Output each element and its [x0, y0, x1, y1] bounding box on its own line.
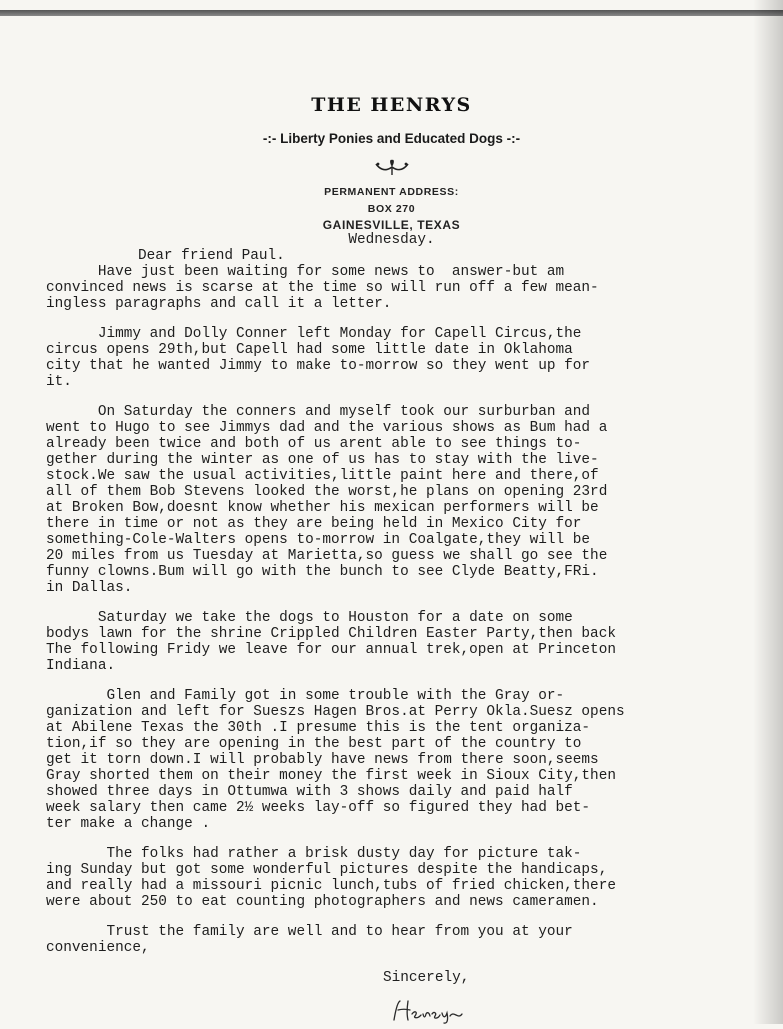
letter-line: at Broken Bow,doesnt know whether his mexican performers will be: [46, 500, 599, 516]
address-label: PERMANENT ADDRESS:: [324, 186, 459, 198]
page-shadow: [753, 0, 783, 1024]
scroll-ornament-icon: [0, 158, 783, 178]
letter-line: something-Cole-Walters opens to-morrow in Coalgate,they will be: [46, 532, 591, 548]
letter-line: showed three days in Ottumwa with 3 shows daily and paid half: [46, 784, 573, 800]
letter-line: went to Hugo to see Jimmys dad and the various shows as Bum had a: [46, 420, 608, 436]
letter-line: tion,if so they are opening in the best part of the country to: [46, 736, 582, 752]
salutation: Dear friend Paul.: [138, 248, 285, 264]
letter-closing: Sincerely,: [383, 970, 470, 986]
letter-line: ganization and left for Sueszs Hagen Bros.at Perry Okla.Suesz opens: [46, 704, 625, 720]
letter-line: city that he wanted Jimmy to make to-morrow so they went up for: [46, 358, 591, 374]
letter-line: Indiana.: [46, 658, 116, 674]
letter-line: there in time or not as they are being held in Mexico City for: [46, 516, 582, 532]
letter-line: week salary then came 2½ weeks lay-off so figured they had bet-: [46, 800, 591, 816]
letterhead-title: THE HENRYS: [311, 94, 472, 116]
letter-line: gether during the winter as one of us has to stay with the live-: [46, 452, 599, 468]
signature: [388, 998, 478, 1024]
address-city: GAINESVILLE, TEXAS: [322, 218, 461, 232]
letter-line: in Dallas.: [46, 580, 133, 596]
letter-line: get it torn down.I will probably have news from there soon,seems: [46, 752, 599, 768]
letter-line: funny clowns.Bum will go with the bunch to see Clyde Beatty,FRi.: [46, 564, 599, 580]
letter-line: Have just been waiting for some news to answer-but am: [46, 264, 565, 280]
letter-line: at Abilene Texas the 30th .I presume this is the tent organiza-: [46, 720, 591, 736]
letter-line: it.: [46, 374, 72, 390]
letter-line: bodys lawn for the shrine Crippled Children Easter Party,then back: [46, 626, 616, 642]
letter-line: convinced news is scarse at the time so will run off a few mean-: [46, 280, 599, 296]
letter-line: Glen and Family got in some trouble with the Gray or-: [46, 688, 565, 704]
letter-line: all of them Bob Stevens looked the worst,he plans on opening 23rd: [46, 484, 608, 500]
letter-line: circus opens 29th,but Capell had some little date in Oklahoma: [46, 342, 573, 358]
letter-line: stock.We saw the usual activities,little paint here and there,of: [46, 468, 599, 484]
letter-line: ingless paragraphs and call it a letter.: [46, 296, 392, 312]
letter-line: already been twice and both of us arent able to see things to-: [46, 436, 582, 452]
letter-line: Jimmy and Dolly Conner left Monday for Capell Circus,the: [46, 326, 582, 342]
letter-line: 20 miles from us Tuesday at Marietta,so guess we shall go see the: [46, 548, 608, 564]
letter-line: and really had a missouri picnic lunch,tubs of fried chicken,there: [46, 878, 616, 894]
letter-line: were about 250 to eat counting photographers and news cameramen.: [46, 894, 599, 910]
letterhead-subtitle: -:- Liberty Ponies and Educated Dogs -:-: [262, 131, 521, 146]
letter-line: Gray shorted them on their money the first week in Sioux City,then: [46, 768, 616, 784]
letter-line: On Saturday the conners and myself took our surburban and: [46, 404, 591, 420]
letter-line: Saturday we take the dogs to Houston for a date on some: [46, 610, 573, 626]
letter-line: The folks had rather a brisk dusty day for picture tak-: [46, 846, 582, 862]
letter-line: The following Fridy we leave for our annual trek,open at Princeton: [46, 642, 616, 658]
letter-line: ing Sunday but got some wonderful pictures despite the handicaps,: [46, 862, 608, 878]
letter-line: ter make a change .: [46, 816, 211, 832]
page-top-edge: [0, 10, 783, 16]
letter-line: Trust the family are well and to hear from you at your: [46, 924, 573, 940]
letter-line: convenience,: [46, 940, 150, 956]
letter-date: Wednesday.: [348, 232, 435, 248]
address-box: BOX 270: [367, 203, 416, 215]
